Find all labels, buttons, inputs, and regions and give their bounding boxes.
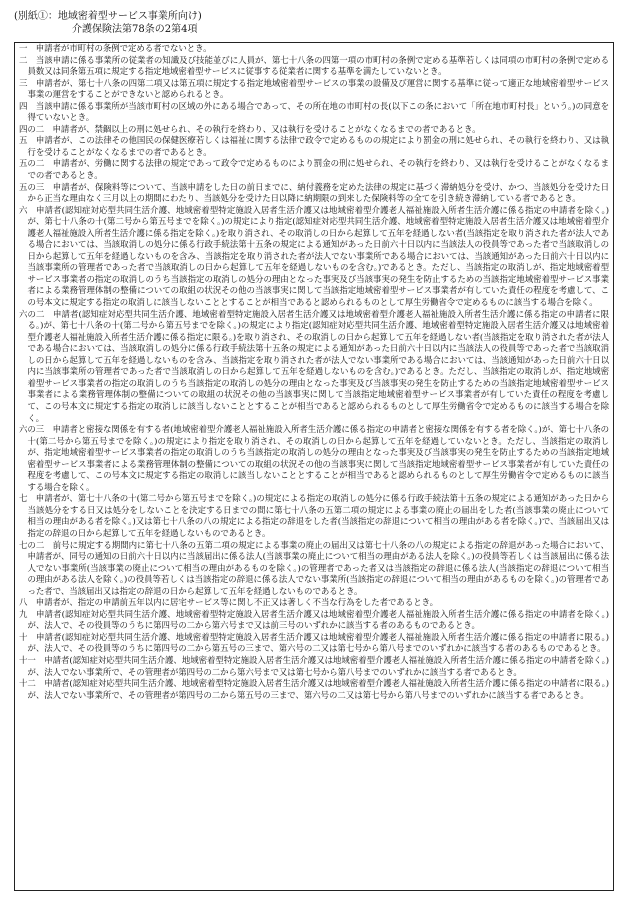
clause-item: 六の三 申請者と密接な関係を有する者(地域密着型介護老人福祉施設入所者生活介護に係る指定の申請者と密接な関係を有する者を除く。)が、第七十八条の十(第二号から第五号までを除く。)の規定により指定を取り消され、その取消しの日から起算して五年を経過していないとき。ただし、当該指定の取消しが、指定地域密着型サービス事業者の指定の取消しのうち当該指定の取消しの処分の理由となった事実及び当該事実の発生を防止するための当該指定地域密着型サービス事業者による業務管理体制の整備についての取組の状況その他の当該事実に関して当該指定地域密着型サービス事業者が有していた責任の程度を考慮して、この号本文に規定する指定の取消しに該当しないこととすることが相当であると認められるものとして厚生労働省令で定めるものに該当する場合を除く。: [19, 424, 609, 492]
document-header: [14, 10, 202, 36]
clause-item: 七 申請者が、第七十八条の十(第二号から第五号までを除く。)の規定による指定の取消しの処分に係る行政手続法第十五条の規定による通知があった日から当該処分をする日又は処分をしないことを決定する日までの間に第七十八条の五第二項の規定による事業の廃止の届出をした者(当該事業の廃止について相当の理由がある者を除く。)又は第七十八条の八の規定による指定の辞退をした者(当該指定の辞退について相当の理由がある者を除く。)で、当該届出又は指定の辞退の日から起算して五年を経過しないものであるとき。: [19, 493, 609, 538]
clause-item: 五 申請者が、この法律その他国民の保健医療若しくは福祉に関する法律で政令で定めるものの規定により罰金の刑に処せられ、その執行を終わり、又は執行を受けることがなくなるまでの者であるとき。: [19, 135, 609, 157]
clauses-box: [14, 42, 614, 891]
clause-item: 六の二 申請者(認知症対応型共同生活介護、地域密着型特定施設入居者生活介護又は地域密着型介護老人福祉施設入所者生活介護に係る指定の申請者に限る。)が、第七十八条の十(第二号から第五号までを除く。)の規定により指定(認知症対応型共同生活介護、地域密着型特定施設入居者生活介護又は地域密着型介護老人福祉施設入所者生活介護に係る指定に限る。)を取り消され、その取消しの日から起算して五年を経過しない者(当該指定を取り消された者が法人である場合においては、当該取消しの処分に係る行政手続法第十五条の規定による通知があった日前六十日以内に当該法人の役員等であった者で当該取消しの日から起算して五年を経過しないものを含み、当該指定を取り消された者が法人でない事業所である場合においては、当該通知があった日前六十日以内に当該事業所の管理者であった者で当該取消しの日から起算して五年を経過しないものを含む。)であるとき。ただし、当該指定の取消しが、指定地域密着型サービス事業者の指定の取消しのうち当該指定の取消しの処分の理由となった事実及び当該事実の発生を防止するための当該指定地域密着型サービス事業者による業務管理体制の整備についての取組の状況その他の当該事実に関して当該指定地域密着型サービス事業者が有していた責任の程度を考慮して、この号本文に規定する指定の取消しに該当しないこととすることが相当であると認められるものとして厚生労働省令で定めるものに該当する場合を除く。: [19, 308, 609, 423]
clause-item: 五の二 申請者が、労働に関する法律の規定であって政令で定めるものにより罰金の刑に処せられ、その執行を終わり、又は執行を受けることがなくなるまでの者であるとき。: [19, 158, 609, 181]
clause-item: 八 申請者が、指定の申請前五年以内に居宅サービス等に関し不正又は著しく不当な行為をした者であるとき。: [19, 597, 439, 608]
clause-item: 十一 申請者(認知症対応型共同生活介護、地域密着型特定施設入居者生活介護又は地域密着型介護老人福祉施設入所者生活介護に係る指定の申請者を除く。)が、法人でない事業所で、その管理者が第四号の二から第六号まで又は第七号から第八号までのいずれかに該当する者であるとき。: [19, 654, 609, 677]
clause-item: 一 申請者が市町村の条例で定める者でないとき。: [19, 43, 212, 53]
clause-item: 四 当該申請に係る事業所が当該市町村の区域の外にある場合であって、その所在地の市町村の長(以下この条において「所在地市町村長」という。)の同意を得ていないとき。: [19, 100, 609, 123]
clause-item: 十二 申請者(認知症対応型共同生活介護、地域密着型特定施設入居者生活介護又は地域密着型介護老人福祉施設入所者生活介護に係る指定の申請者に限る。)が、法人でない事業所で、その管理者が第四号の二から第五号の三まで、第六号の二又は第七号から第八号までのいずれかに該当する者であるとき。: [19, 678, 609, 700]
clause-item: 三 申請者が、第七十八条の四第二項又は第五項に規定する指定地域密着型サービスの事業の設備及び運営に関する基準に従って適正な地域密着型サービス事業の運営をすることができないと認められるとき。: [19, 77, 609, 100]
clause-item: 五の三 申請者が、保険料等について、当該申請をした日の前日までに、納付義務を定めた法律の規定に基づく滞納処分を受け、かつ、当該処分を受けた日から正当な理由なく三月以上の期間にわたり、当該処分を受けた日以降に納期限の到来した保険料等の全てを引き続き滞納している者であるとき。: [19, 181, 609, 204]
clause-item: 七の二 前号に規定する期間内に第七十八条の五第二項の規定による事業の廃止の届出又は第七十八条の八の規定による指定の辞退があった場合において、申請者が、同号の通知の日前六十日以内に当該届出に係る法人(当該事業の廃止について相当の理由がある法人を除く。)の役員等若しくは当該届出に係る法人でない事業所(当該事業の廃止について相当の理由があるものを除く。)の管理者であった者又は当該指定の辞退に係る法人(当該指定の辞退について相当の理由がある法人を除く。)の役員等若しくは当該指定の辞退に係る法人でない事業所(当該指定の辞退について相当の理由があるものを除く。)の管理者であった者で、当該届出又は指定の辞退の日から起算して五年を経過しないものであるとき。: [19, 539, 609, 596]
clause-item: 十 申請者(認知症対応型共同生活介護、地域密着型特定施設入居者生活介護又は地域密着型介護老人福祉施設入所者生活介護に係る指定の申請者に限る。)が、法人で、その役員等のうちに第四号の二から第五号の三まで、第六号の二又は第七号から第八号までのいずれかに該当する者のあるものであるとき。: [19, 631, 609, 654]
clause-item: 四の二 申請者が、禁錮以上の刑に処せられ、その執行を終わり、又は執行を受けることがなくなるまでの者であるとき。: [19, 123, 481, 134]
form-label: (別紙①：地域密着型サービス事業所向け): [14, 11, 202, 22]
law-reference: 介護保険法第78条の2第4項: [72, 24, 198, 35]
clause-item: 九 申請者(認知症対応型共同生活介護、地域密着型特定施設入居者生活介護又は地域密着型介護老人福祉施設入所者生活介護に係る指定の申請者を除く。)が、法人で、その役員等のうちに第四号の二から第六号まで又は前三号のいずれかに該当する者のあるものであるとき。: [19, 608, 609, 631]
clause-item: 六 申請者(認知症対応型共同生活介護、地域密着型特定施設入居者生活介護又は地域密着型介護老人福祉施設入所者生活介護に係る指定の申請者を除く。)が、第七十八条の十(第二号から第五号までを除く。)の規定により指定(認知症対応型共同生活介護、地域密着型特定施設入居者生活介護又は地域密着型介護老人福祉施設入所者生活介護に係る指定を除く。)を取り消され、その取消しの日から起算して五年を経過しない者(当該指定を取り消された者が法人である場合においては、当該取消しの処分に係る行政手続法第十五条の規定による通知があった日前六十日以内に当該法人の役員等であった者で当該取消しの日から起算して五年を経過しないものを含み、当該指定を取り消された者が法人でない事業所である場合においては、当該通知があった日前六十日以内に当該事業所の管理者であった者で当該取消しの日から起算して五年を経過しないものを含む。)であるとき。ただし、当該指定の取消しが、指定地域密着型サービス事業者の指定の取消しのうち当該指定の取消しの処分の理由となった事実及び当該事実の発生を防止するための当該指定地域密着型サービス事業者による業務管理体制の整備についての取組の状況その他の当該事実に関して当該指定地域密着型サービス事業者が有していた責任の程度を考慮して、この号本文に規定する指定の取消しに該当しないこととすることが相当であると認められるものとして厚生労働省令で定めるものに該当する場合を除く。: [19, 204, 609, 308]
clause-item: 二 当該申請に係る事業所の従業者の知識及び技能並びに人員が、第七十八条の四第一項の市町村の条例で定める基準若しくは同項の市町村の条例で定める員数又は同条第五項に規定する指定地域密着型サービスに従事する従業者に関する基準を満たしていないとき。: [19, 54, 609, 77]
